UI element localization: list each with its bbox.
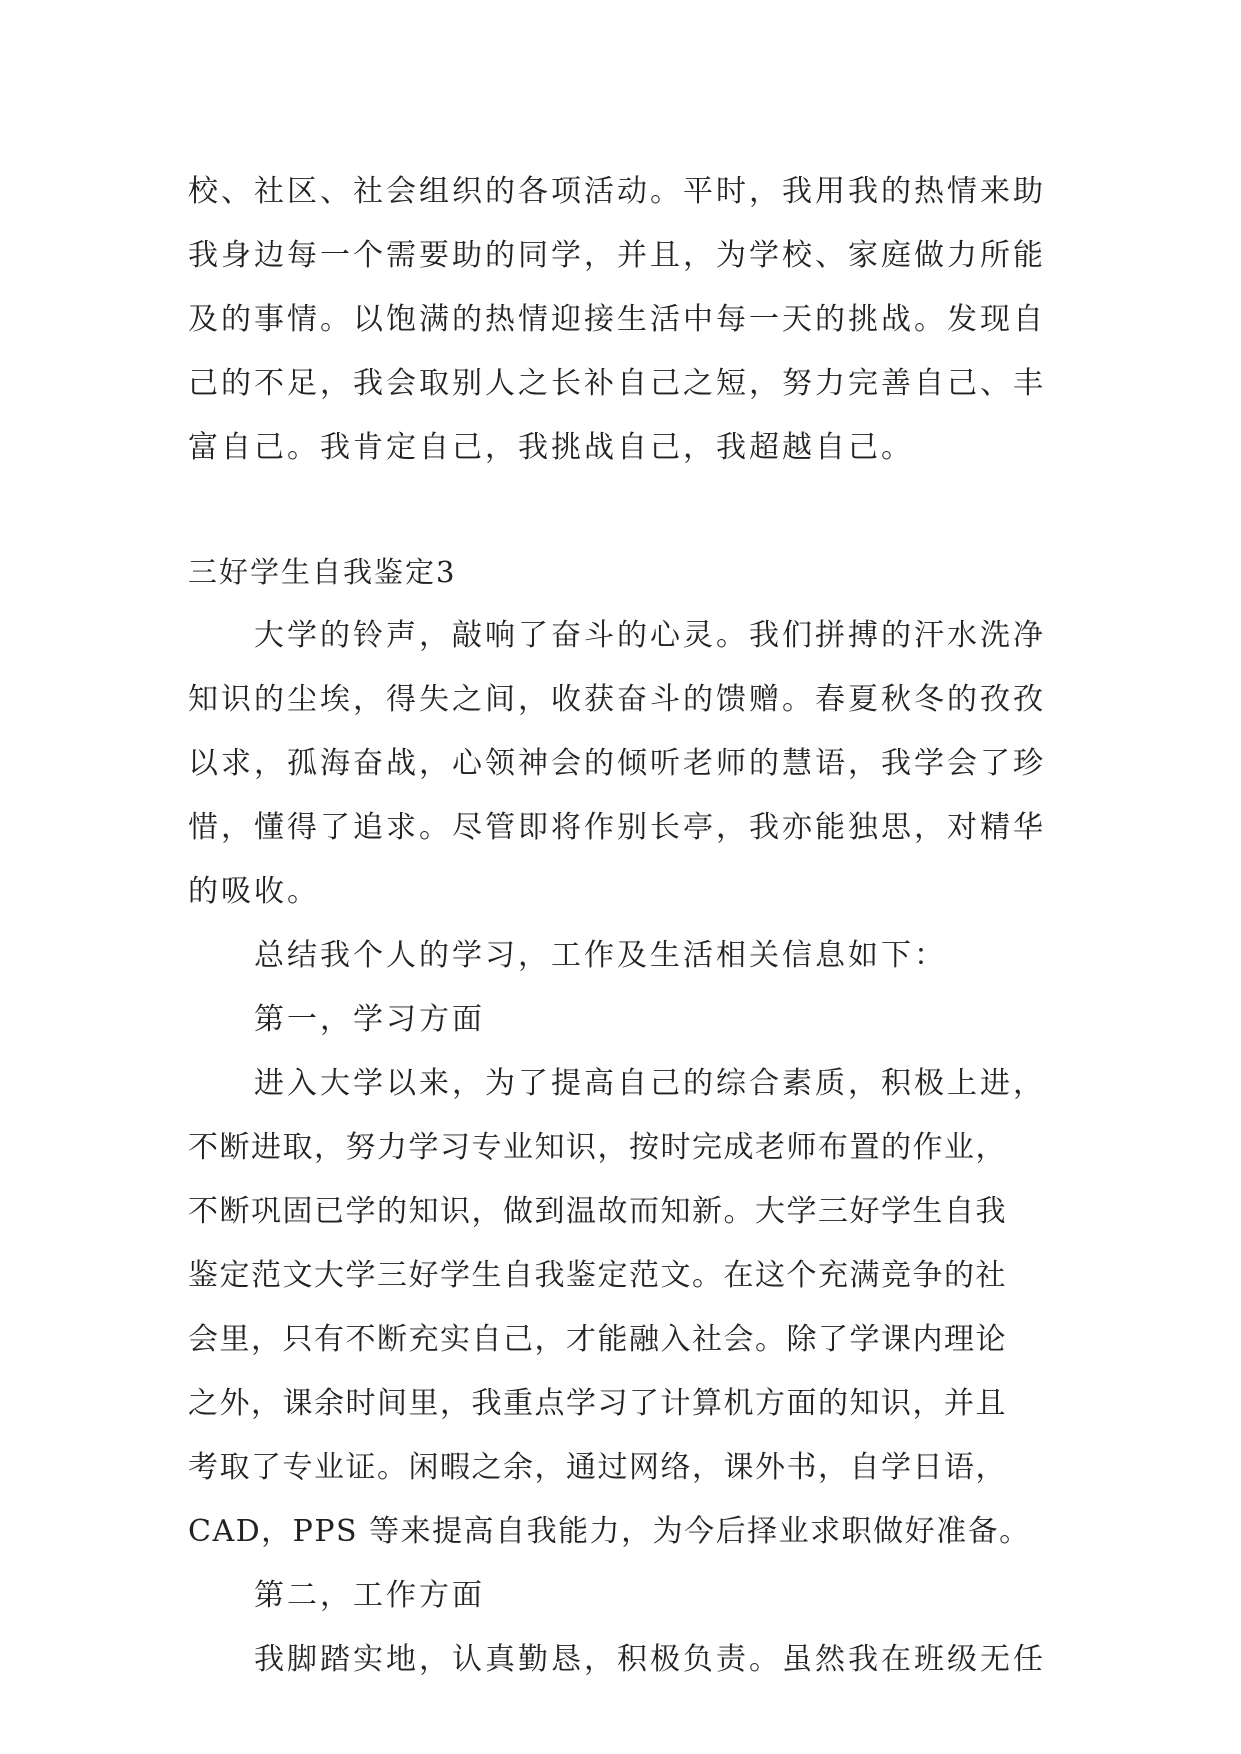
intro-paragraph [188,604,1058,924]
text-line: 己的不足，我会取别人之长补自己之短，努力完善自己、丰 [188,366,1046,401]
document-body [188,160,1058,1692]
text-line: 不断巩固已学的知识，做到温故而知新。大学三好学生自我 [188,1194,1007,1229]
text-line: 以求，孤海奋战，心领神会的倾听老师的慧语，我学会了珍 [188,746,1046,781]
summary-line: 总结我个人的学习，工作及生活相关信息如下： [254,938,947,973]
section-title: 三好学生自我鉴定3 [188,555,457,589]
paragraph-gap [188,480,1058,540]
text-line: 我脚踏实地，认真勤恳，积极负责。虽然我在班级无任 [254,1642,1046,1677]
text-line: 进入大学以来，为了提高自己的综合素质，积极上进， [254,1066,1046,1101]
text-line: 鉴定范文大学三好学生自我鉴定范文。在这个充满竞争的社 [188,1258,1007,1293]
text-line: 之外，课余时间里，我重点学习了计算机方面的知识，并且 [188,1386,1007,1421]
text-line: 大学的铃声，敲响了奋斗的心灵。我们拼搏的汗水洗净 [254,618,1046,653]
part-one-heading: 第一，学习方面 [254,1002,485,1037]
part-two-heading: 第二，工作方面 [254,1578,485,1613]
text-line: 的吸收。 [188,874,320,909]
text-line: 校、社区、社会组织的各项活动。平时，我用我的热情来助 [188,174,1046,209]
study-paragraph [188,1052,1058,1564]
text-line: 我身边每一个需要助的同学，并且，为学校、家庭做力所能 [188,238,1046,273]
continuation-paragraph [188,160,1058,480]
text-line: 会里，只有不断充实自己，才能融入社会。除了学课内理论 [188,1322,1007,1357]
text-line: 惜，懂得了追求。尽管即将作别长亭，我亦能独思，对精华 [188,810,1046,845]
text-line: 及的事情。以饱满的热情迎接生活中每一天的挑战。发现自 [188,302,1046,337]
text-line: 考取了专业证。闲暇之余，通过网络，课外书，自学日语， [188,1450,1007,1485]
text-line: 富自己。我肯定自己，我挑战自己，我超越自己。 [188,430,914,465]
work-paragraph [188,1628,1058,1692]
text-line: CAD，PPS 等来提高自我能力，为今后择业求职做好准备。 [188,1514,1031,1549]
text-line: 不断进取，努力学习专业知识，按时完成老师布置的作业， [188,1130,1007,1165]
text-line: 知识的尘埃，得失之间，收获奋斗的馈赠。春夏秋冬的孜孜 [188,682,1046,717]
